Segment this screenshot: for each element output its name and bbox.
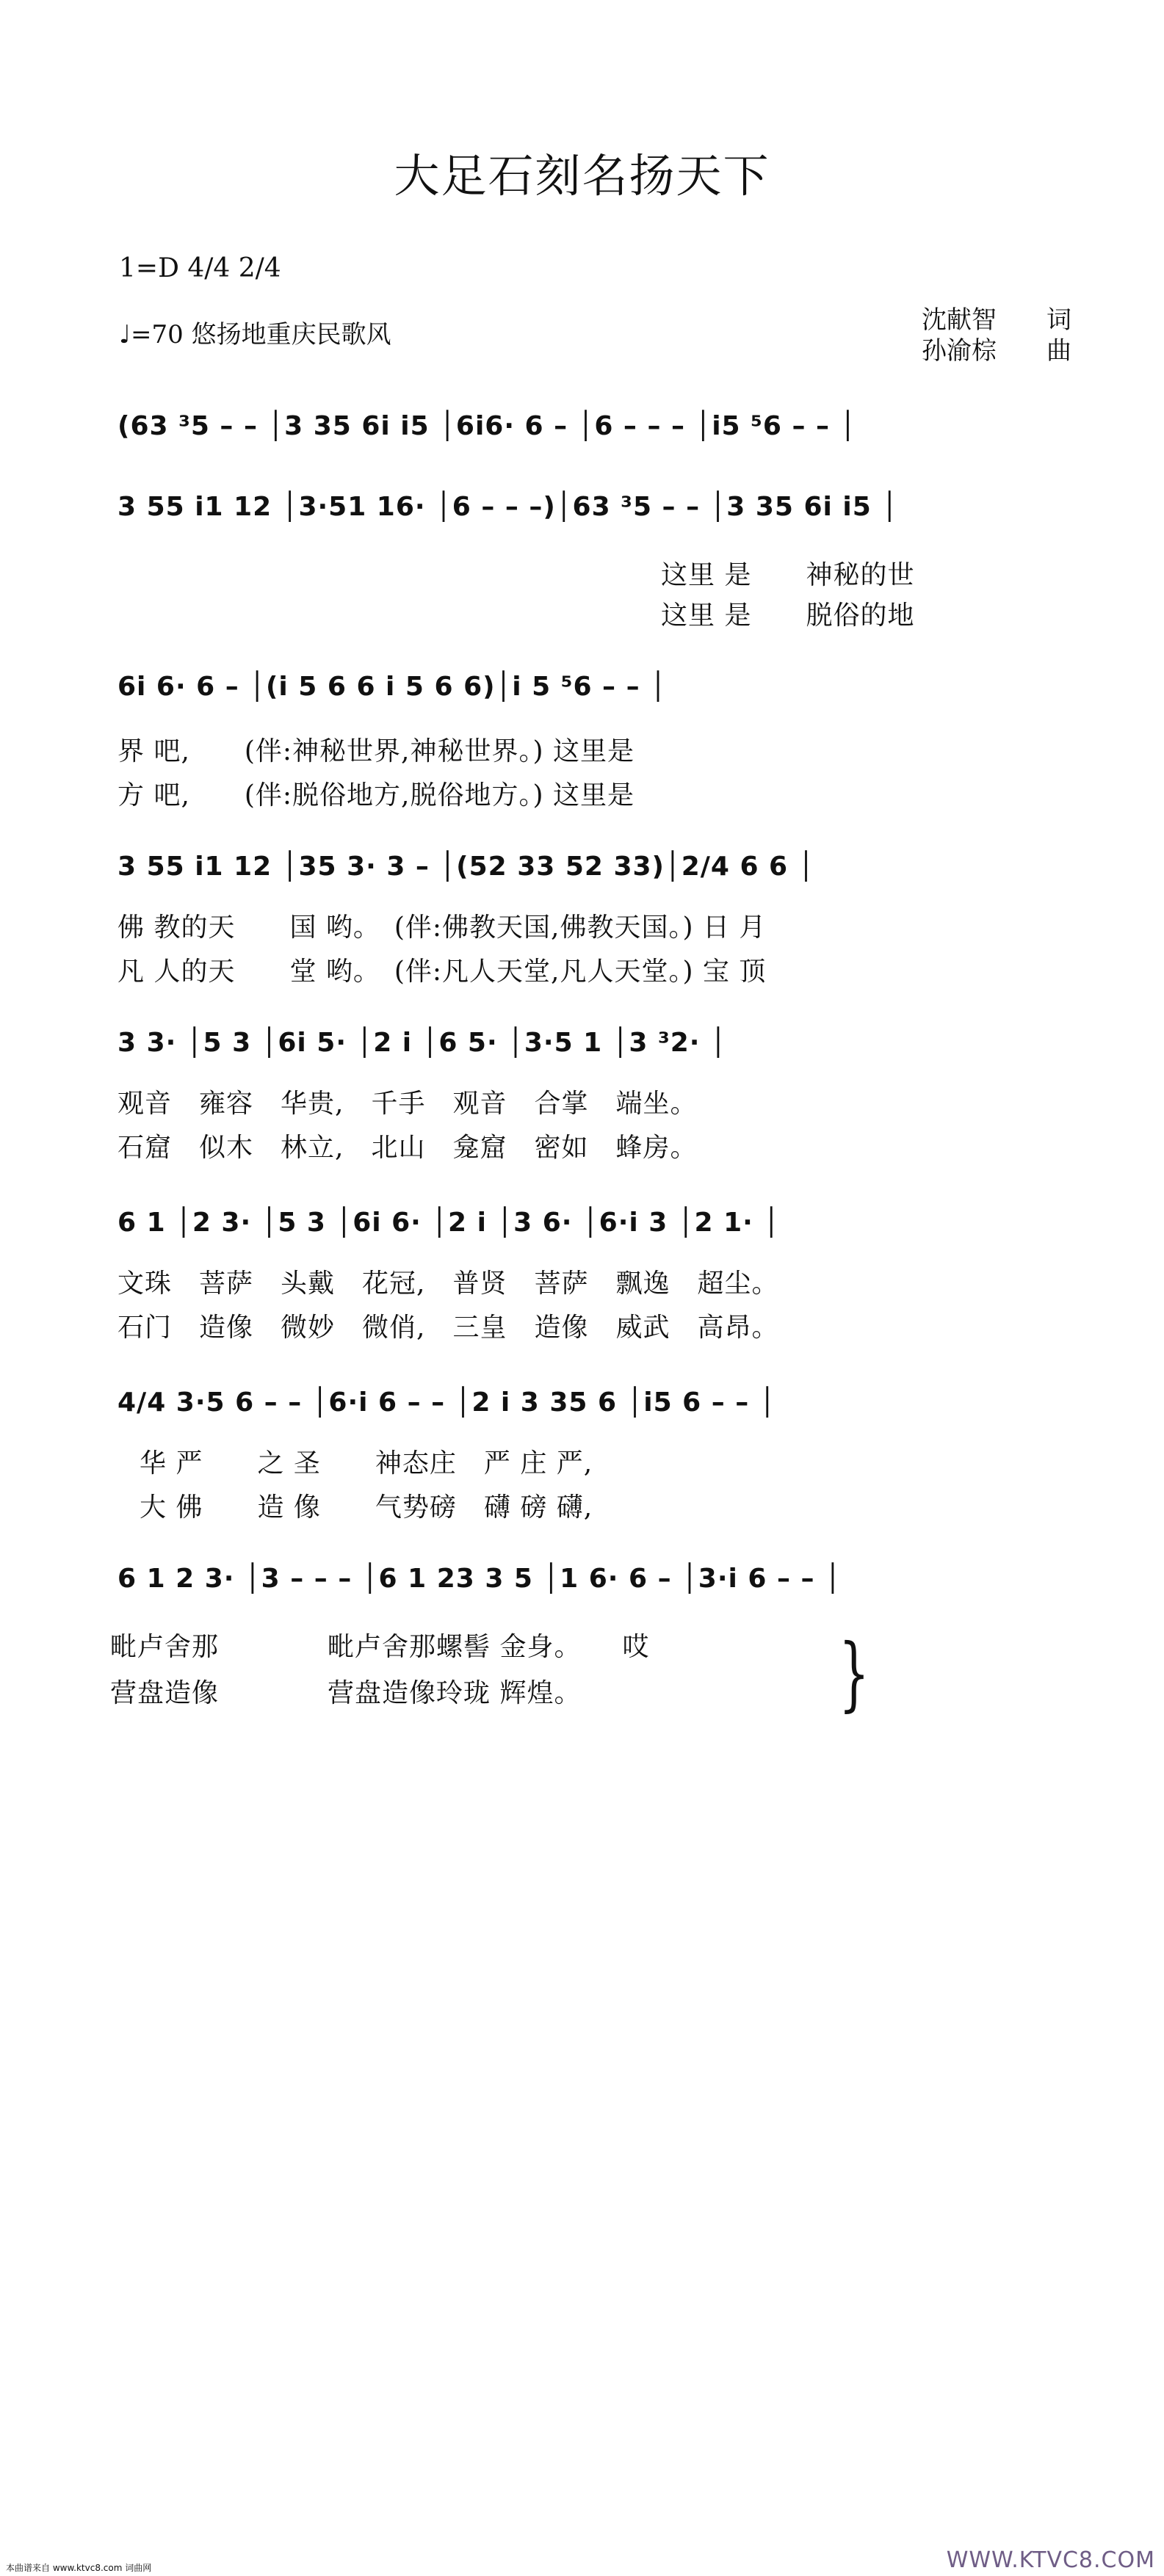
score-system-6: 6 1 │2 3· │5 3 │6i 6· │2 i │3 6· │6·i 3 │2 1· │ — [118, 1208, 781, 1238]
tempo-marking: ♩=70 悠扬地重庆民歌风 — [119, 320, 391, 349]
lyrics-system-6-verse-2: 石门 造像 微妙 微俏, 三皇 造像 威武 高昂。 — [118, 1313, 779, 1343]
lyrics-system-5-verse-2: 石窟 似木 林立, 北山 龛窟 密如 蜂房。 — [118, 1133, 698, 1163]
lyrics-system-2-verse-1: 这里 是 神秘的世 — [661, 560, 915, 590]
footer-source-note: 本曲谱来自 www.ktvc8.com 词曲网 — [6, 2563, 152, 2573]
score-system-3: 6i 6· 6 – │(i 5 6 6 i 5 6 6)│i 5 ⁵6 – – │ — [118, 672, 667, 702]
lyrics-system-3-verse-2: 方 吧, (伴:脱俗地方,脱俗地方。) 这里是 — [118, 780, 635, 810]
page-title: 大足石刻名扬天下 — [394, 149, 770, 203]
lyrics-system-7-verse-2: 大 佛 造 像 气势磅 礴 磅 礴, — [140, 1492, 593, 1523]
lyrics-system-5-verse-1: 观音 雍容 华贵, 千手 观音 合掌 端坐。 — [118, 1089, 698, 1119]
lyrics-system-7-verse-1: 华 严 之 圣 神态庄 严 庄 严, — [140, 1448, 593, 1479]
key-signature: 1=D 4/4 2/4 — [119, 253, 281, 283]
score-system-2: 3 55 i1 12 │3·51 16· │6 – – –)│63 ³5 – – │3 35 6i i5 │ — [118, 492, 899, 522]
lyricist-credit: 沈献智 词 — [922, 305, 1071, 335]
lyrics-system-4-verse-1: 佛 教的天 国 哟。 (伴:佛教天国,佛教天国。) 日 月 — [118, 913, 767, 943]
score-system-4: 3 55 i1 12 │35 3· 3 – │(52 33 52 33)│2/4 6 6 │ — [118, 852, 815, 882]
score-system-5: 3 3· │5 3 │6i 5· │2 i │6 5· │3·5 1 │3 ³2· │ — [118, 1028, 727, 1058]
repeat-brace: } — [839, 1626, 870, 1720]
score-system-1: (63 ³5 – – │3 35 6i i5 │6i6· 6 – │6 – – – │i5 ⁵6 – – │ — [118, 411, 857, 441]
lyrics-system-4-verse-2: 凡 人的天 堂 哟。 (伴:凡人天堂,凡人天堂。) 宝 顶 — [118, 957, 767, 987]
lyrics-system-3-verse-1: 界 吧, (伴:神秘世界,神秘世界。) 这里是 — [118, 736, 635, 766]
footer-watermark: WWW.KTVC8.COM — [946, 2547, 1155, 2573]
lyrics-system-2-verse-2: 这里 是 脱俗的地 — [661, 601, 915, 631]
lyrics-system-8-verse-1: 毗卢舍那 毗卢舍那螺髻 金身。 哎 — [110, 1632, 650, 1662]
score-system-7: 4/4 3·5 6 – – │6·i 6 – – │2 i 3 35 6 │i5 6 – – │ — [118, 1387, 776, 1418]
composer-credit: 孙渝棕 曲 — [922, 336, 1071, 366]
lyrics-system-8-verse-2: 营盘造像 营盘造像玲珑 辉煌。 — [110, 1678, 582, 1708]
score-system-8: 6 1 2 3· │3 – – – │6 1 23 3 5 │1 6· 6 – │3·i 6 – – │ — [118, 1564, 842, 1594]
lyrics-system-6-verse-1: 文珠 菩萨 头戴 花冠, 普贤 菩萨 飘逸 超尘。 — [118, 1269, 779, 1299]
